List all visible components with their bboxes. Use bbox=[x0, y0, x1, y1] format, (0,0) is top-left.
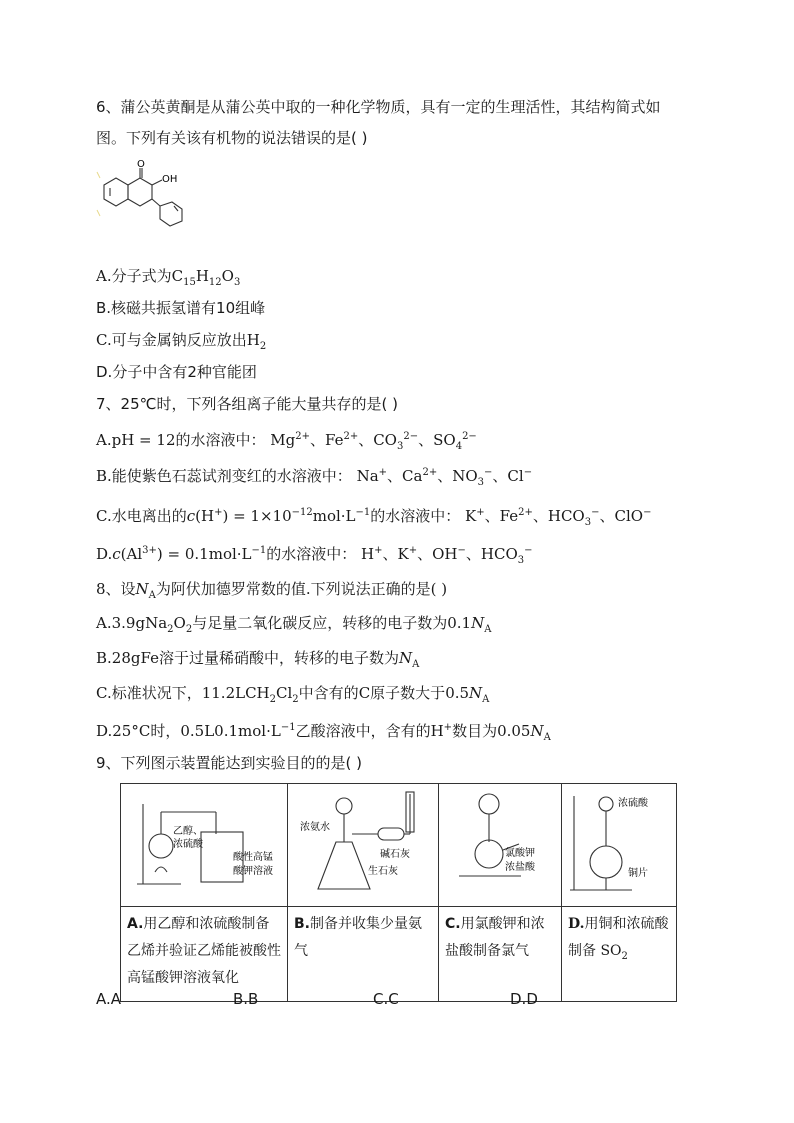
q9-caption-b: B.制备并收集少量氨气 bbox=[288, 907, 439, 1002]
q9-figure-c bbox=[439, 784, 562, 907]
q8-option-c: C.标准状况下，$11.2LCH_2Cl_2$中含有的C原子数大于$0.5N_A$ bbox=[96, 684, 490, 705]
q9-caption-d: D.用铜和浓硫酸制备 $SO_2$ bbox=[562, 907, 677, 1002]
q9-figure-a bbox=[121, 784, 288, 907]
q9-option-d: D.D bbox=[510, 990, 538, 1008]
q6-hydroxyl-label: OH bbox=[162, 174, 178, 185]
q9-a-label-kmno4-2: 酸钾溶液 bbox=[233, 866, 273, 877]
q6-stem-line2: 图。下列有关该有机物的说法错误的是( ) bbox=[96, 129, 368, 147]
q9-d-label-acid: 浓硫酸 bbox=[618, 798, 648, 809]
q6-option-a: A.分子式为$C_{15}H_{12}O_3$ bbox=[96, 267, 241, 288]
q9-a-label-ethanol: 乙醇、 bbox=[173, 826, 203, 837]
q9-a-label-acid: 浓硫酸 bbox=[173, 839, 203, 850]
q6-stem-line1: 6、蒲公英黄酮是从蒲公英中取的一种化学物质，具有一定的生理活性，其结构简式如 bbox=[96, 98, 661, 116]
q8-option-b: B.28gFe溶于过量稀硝酸中，转移的电子数为$N_A$ bbox=[96, 649, 420, 670]
q9-caption-c: C.用氯酸钾和浓盐酸制备氯气 bbox=[439, 907, 562, 1002]
q9-option-b: B.B bbox=[233, 990, 259, 1008]
q6-option-b: B.核磁共振氢谱有10组峰 bbox=[96, 299, 266, 317]
q9-b-label-sodalime: 碱石灰 bbox=[380, 849, 410, 860]
q6-option-d: D.分子中含有2种官能团 bbox=[96, 363, 257, 381]
q9-option-a: A.A bbox=[96, 990, 122, 1008]
q7-option-b: B.能使紫色石蕊试剂变红的水溶液中： Na+、$Ca^{2+}$、$NO_3^-$、Cl− bbox=[96, 467, 533, 488]
q9-c-label-kclo3: 氯酸钾 bbox=[505, 848, 535, 859]
q9-option-c: C.C bbox=[373, 990, 399, 1008]
q9-d-label-copper: 铜片 bbox=[628, 868, 648, 879]
q6-structure-diagram bbox=[92, 158, 202, 238]
q8-option-d: D.25°C时，$0.5L0.1mol\cdot L^{-1}$乙酸溶液中，含有的H+数目为$0.05N_A$ bbox=[96, 722, 551, 743]
q9-figure-d bbox=[562, 784, 677, 907]
q7-option-d: $D.c(Al^{3+}) = 0.1mol\cdot L^{-1}$的水溶液中： H+、K+、OH−、$HCO_3^-$ bbox=[96, 545, 533, 566]
q9-c-label-hcl: 浓盐酸 bbox=[505, 862, 535, 873]
q7-option-c: C.水电离出的$c(H^+) = 1\times 10^{-12}mol\cdot L^{-1}$的水溶液中： K+、$Fe^{2+}$、$HCO_3^-$、ClO− bbox=[96, 507, 652, 528]
q9-stem: 9、下列图示装置能达到实验目的的是( ) bbox=[96, 754, 363, 772]
q6-carbonyl-label: O bbox=[137, 159, 145, 170]
q9-apparatus-table bbox=[120, 783, 677, 1002]
q7-stem: 7、25℃时，下列各组离子能大量共存的是( ) bbox=[96, 395, 398, 413]
q9-a-label-kmno4-1: 酸性高锰 bbox=[233, 852, 273, 863]
q9-caption-a: A.用乙醇和浓硫酸制备乙烯并验证乙烯能被酸性高锰酸钾溶液氧化 bbox=[121, 907, 288, 1002]
q9-b-label-ammonia: 浓氨水 bbox=[300, 822, 330, 833]
q7-option-a: A.pH = 12的水溶液中： $Mg^{2+}$、$Fe^{2+}$、$CO_3^{2-}$、$SO_4^{2-}$ bbox=[96, 431, 477, 452]
q8-stem: 8、设$N_A$为阿伏加德罗常数的值.下列说法正确的是( ) bbox=[96, 580, 448, 601]
q9-figure-b bbox=[288, 784, 439, 907]
q8-option-a: $A.3.9gNa_2O_2$与足量二氧化碳反应，转移的电子数为$0.1N_A$ bbox=[96, 614, 492, 635]
q9-b-label-quicklime: 生石灰 bbox=[368, 866, 398, 877]
q6-option-c: C.可与金属钠反应放出$H_2$ bbox=[96, 331, 267, 352]
